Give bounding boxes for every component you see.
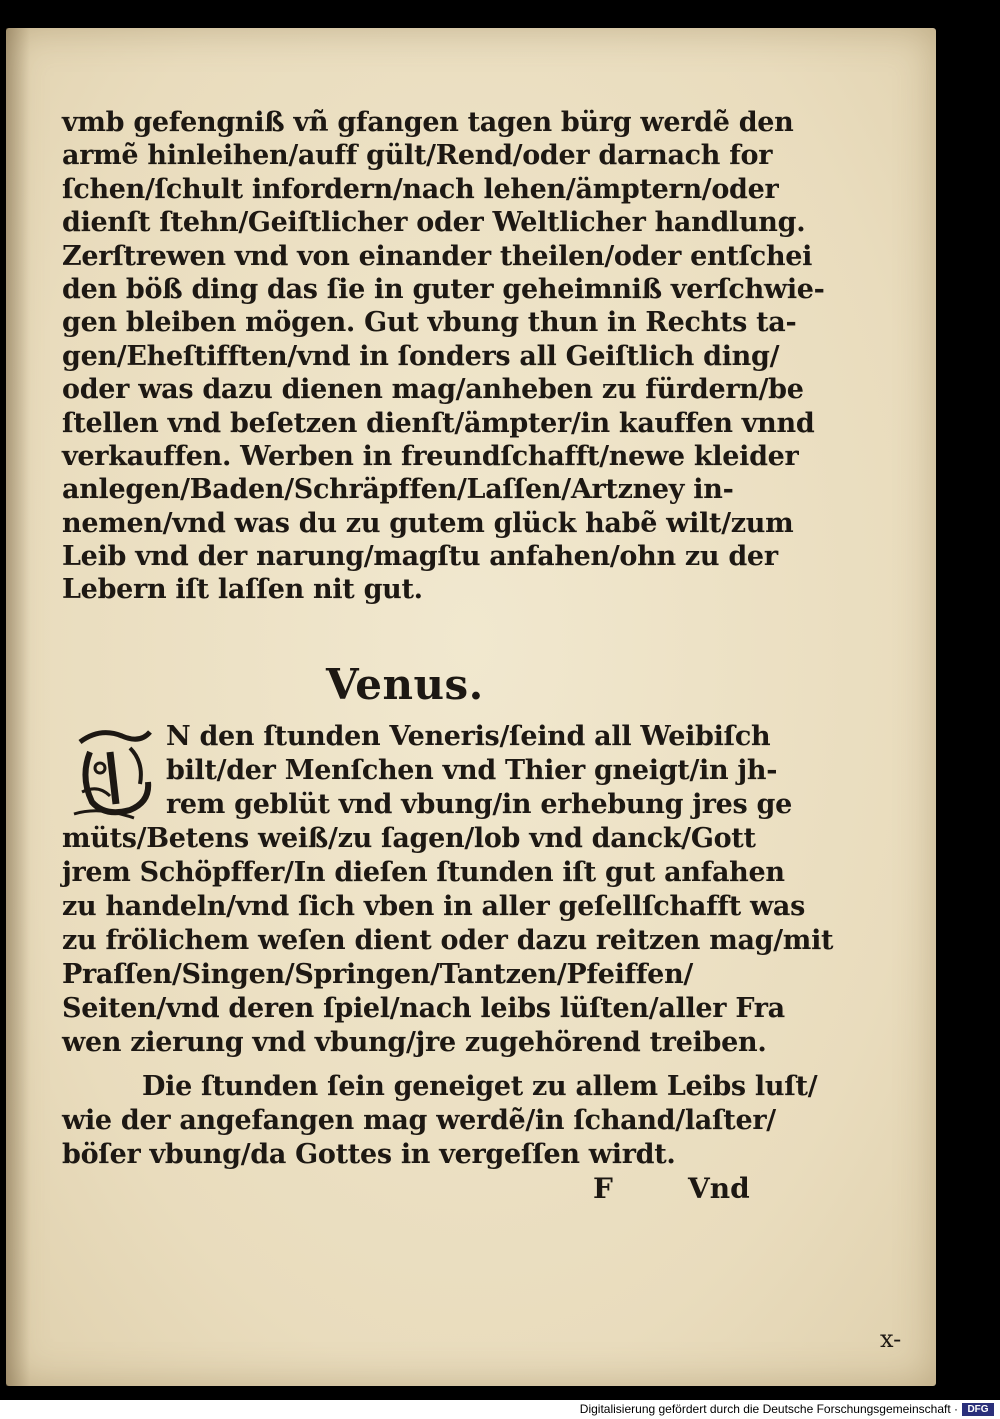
text-line: verkauffen. Werben in freundſchafft/newe kleider	[62, 440, 799, 472]
text-line: Praſſen/Singen/Springen/Tantzen/Pfeiffen/	[62, 959, 693, 990]
text-line: N den ſtunden Veneris/ſeind all Weibiſch	[166, 721, 771, 752]
dfg-logo-icon: DFG	[962, 1403, 994, 1416]
text-line: Lebern iſt laſſen nit gut.	[62, 574, 423, 606]
text-line: oder was dazu dienen mag/anheben zu fürdern/be	[62, 374, 804, 406]
text-line: zu handeln/vnd ſich vben in aller geſellſchafft was	[62, 891, 806, 922]
text-line: jrem Schöpffer/In dieſen ſtunden iſt gut anfahen	[62, 857, 785, 888]
catchword: Vnd	[688, 1172, 750, 1205]
text-line: vmb gefengniß vñ gfangen tagen bürg werdẽ den	[62, 107, 794, 138]
text-line: dienſt ſtehn/Geiſtlicher oder Weltlicher handlung.	[62, 207, 806, 239]
signature-mark: F	[593, 1172, 613, 1205]
text-line: wie der angefangen mag werdẽ/in ſchand/laſter/	[62, 1105, 776, 1136]
paragraph-2	[62, 720, 834, 1060]
page-spine-shadow	[6, 28, 30, 1386]
text-line: nemen/vnd was du zu gutem glück habẽ wilt/zum	[62, 507, 794, 539]
paragraph-1	[62, 106, 825, 607]
footer-bar	[0, 1400, 1000, 1419]
text-line: Die ſtunden ſein geneiget zu allem Leibs luſt/	[142, 1071, 818, 1102]
text-line: müts/Betens weiß/zu ſagen/lob vnd danck/Gott	[62, 823, 756, 854]
text-line: Leib vnd der narung/magſtu anfahen/ohn zu der	[62, 541, 778, 573]
folio-number: x-	[880, 1325, 902, 1353]
text-line: rem geblüt vnd vbung/in erhebung jres ge	[166, 789, 792, 820]
text-line: bilt/der Menſchen vnd Thier gneigt/in jh-	[166, 755, 778, 786]
paragraph-3	[62, 1070, 818, 1172]
text-line: den böß ding das ſie in guter geheimniß verſchwie-	[62, 273, 825, 305]
section-heading: Venus.	[326, 660, 484, 709]
text-line: Zerſtrewen vnd von einander theilen/oder entſchei	[62, 240, 813, 272]
text-line: Seiten/vnd deren ſpiel/nach leibs lüſten/aller Fra	[62, 993, 785, 1024]
footer-credit: Digitalisierung gefördert durch die Deutsche Forschungsgemeinschaft ·	[579, 1402, 958, 1416]
text-line: wen zierung vnd vbung/jre zugehörend treiben.	[62, 1027, 767, 1058]
text-line: gen bleiben mögen. Gut vbung thun in Rechts ta-	[62, 307, 797, 339]
text-line: böſer vbung/da Gottes in vergeſſen wirdt.	[62, 1139, 676, 1170]
text-line: ſtellen vnd beſetzen dienſt/ämpter/in kauffen vnnd	[62, 407, 815, 439]
text-line: gen/Eheſtifften/vnd in ſonders all Geiſtlich ding/	[62, 340, 780, 372]
text-line: armẽ hinleihen/auff gült/Rend/oder darnach for	[62, 140, 773, 172]
text-line: zu frölichem weſen dient oder dazu reitzen mag/mit	[62, 925, 834, 956]
text-line: anlegen/Baden/Schräpffen/Laſſen/Artzney in-	[62, 474, 734, 506]
text-line: ſchen/ſchult infordern/nach lehen/ämptern/oder	[62, 173, 779, 205]
